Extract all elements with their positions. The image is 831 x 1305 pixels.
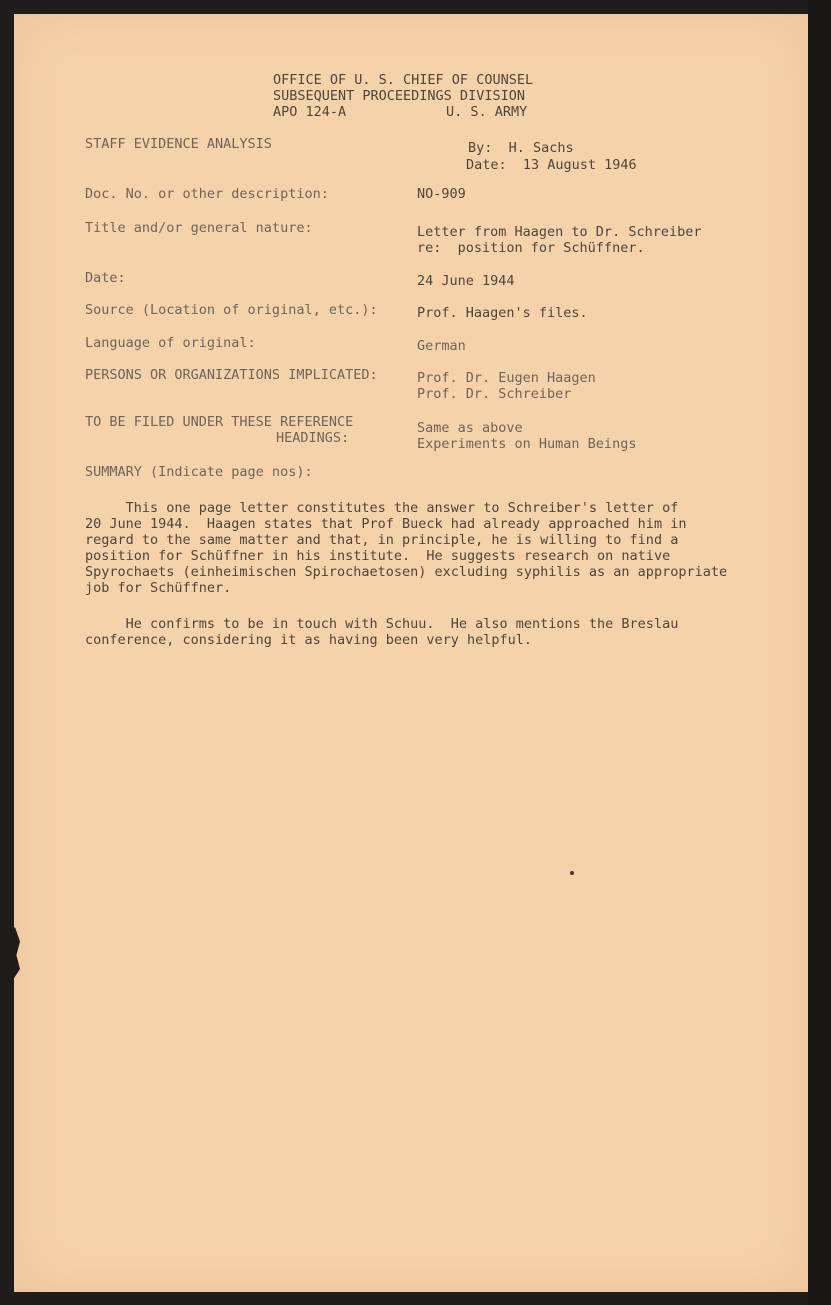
source-label: Source (Location of original, etc.): [85,302,378,318]
summary-p2-line1: He confirms to be in touch with Schuu. He also mentions the Breslau [85,616,679,632]
summary-p1-line3: regard to the same matter and that, in principle, he is willing to find a [85,532,679,548]
language-label: Language of original: [85,335,256,351]
doc-no-label: Doc. No. or other description: [85,186,329,202]
persons-label: PERSONS OR ORGANIZATIONS IMPLICATED: [85,367,378,383]
filed-label-line1: TO BE FILED UNDER THESE REFERENCE [85,414,354,430]
summary-label: SUMMARY (Indicate page nos): [85,464,313,480]
doc-no-value: NO-909 [417,186,466,202]
summary-p1-line1: This one page letter constitutes the answer to Schreiber's letter of [85,500,679,516]
filed-label-line2: HEADINGS: [276,430,350,446]
scan-edge [808,0,831,1305]
date-label: Date: [85,270,126,286]
header-army: U. S. ARMY [446,104,528,120]
date-value: 24 June 1944 [417,273,515,289]
title-value-line1: Letter from Haagen to Dr. Schreiber [417,224,702,240]
summary-p2-line2: conference, considering it as having been very helpful. [85,632,533,648]
analyst-by: By: H. Sachs [468,140,574,156]
header-office: OFFICE OF U. S. CHIEF OF COUNSEL [273,72,534,88]
summary-p1-line2: 20 June 1944. Haagen states that Prof Bueck had already approached him in [85,516,687,532]
filed-value-line1: Same as above [417,420,523,436]
header-apo: APO 124-A [273,104,347,120]
analysis-date: Date: 13 August 1946 [466,157,637,173]
document-page [14,14,808,1292]
header-division: SUBSEQUENT PROCEEDINGS DIVISION [273,88,525,104]
language-value: German [417,338,466,354]
summary-p1-line6: job for Schüffner. [85,580,232,596]
persons-value-line2: Prof. Dr. Schreiber [417,386,572,402]
summary-p1-line4: position for Schüffner in his institute. He suggests research on native [85,548,671,564]
ink-speck [570,871,574,875]
source-value: Prof. Haagen's files. [417,305,588,321]
filed-value-line2: Experiments on Human Beings [417,436,637,452]
title-label: Title and/or general nature: [85,220,313,236]
title-value-line2: re: position for Schüffner. [417,240,645,256]
persons-value-line1: Prof. Dr. Eugen Haagen [417,370,596,386]
analysis-title: STAFF EVIDENCE ANALYSIS [85,136,272,152]
summary-p1-line5: Spyrochaets (einheimischen Spirochaetosen) excluding syphilis as an appropriate [85,564,728,580]
